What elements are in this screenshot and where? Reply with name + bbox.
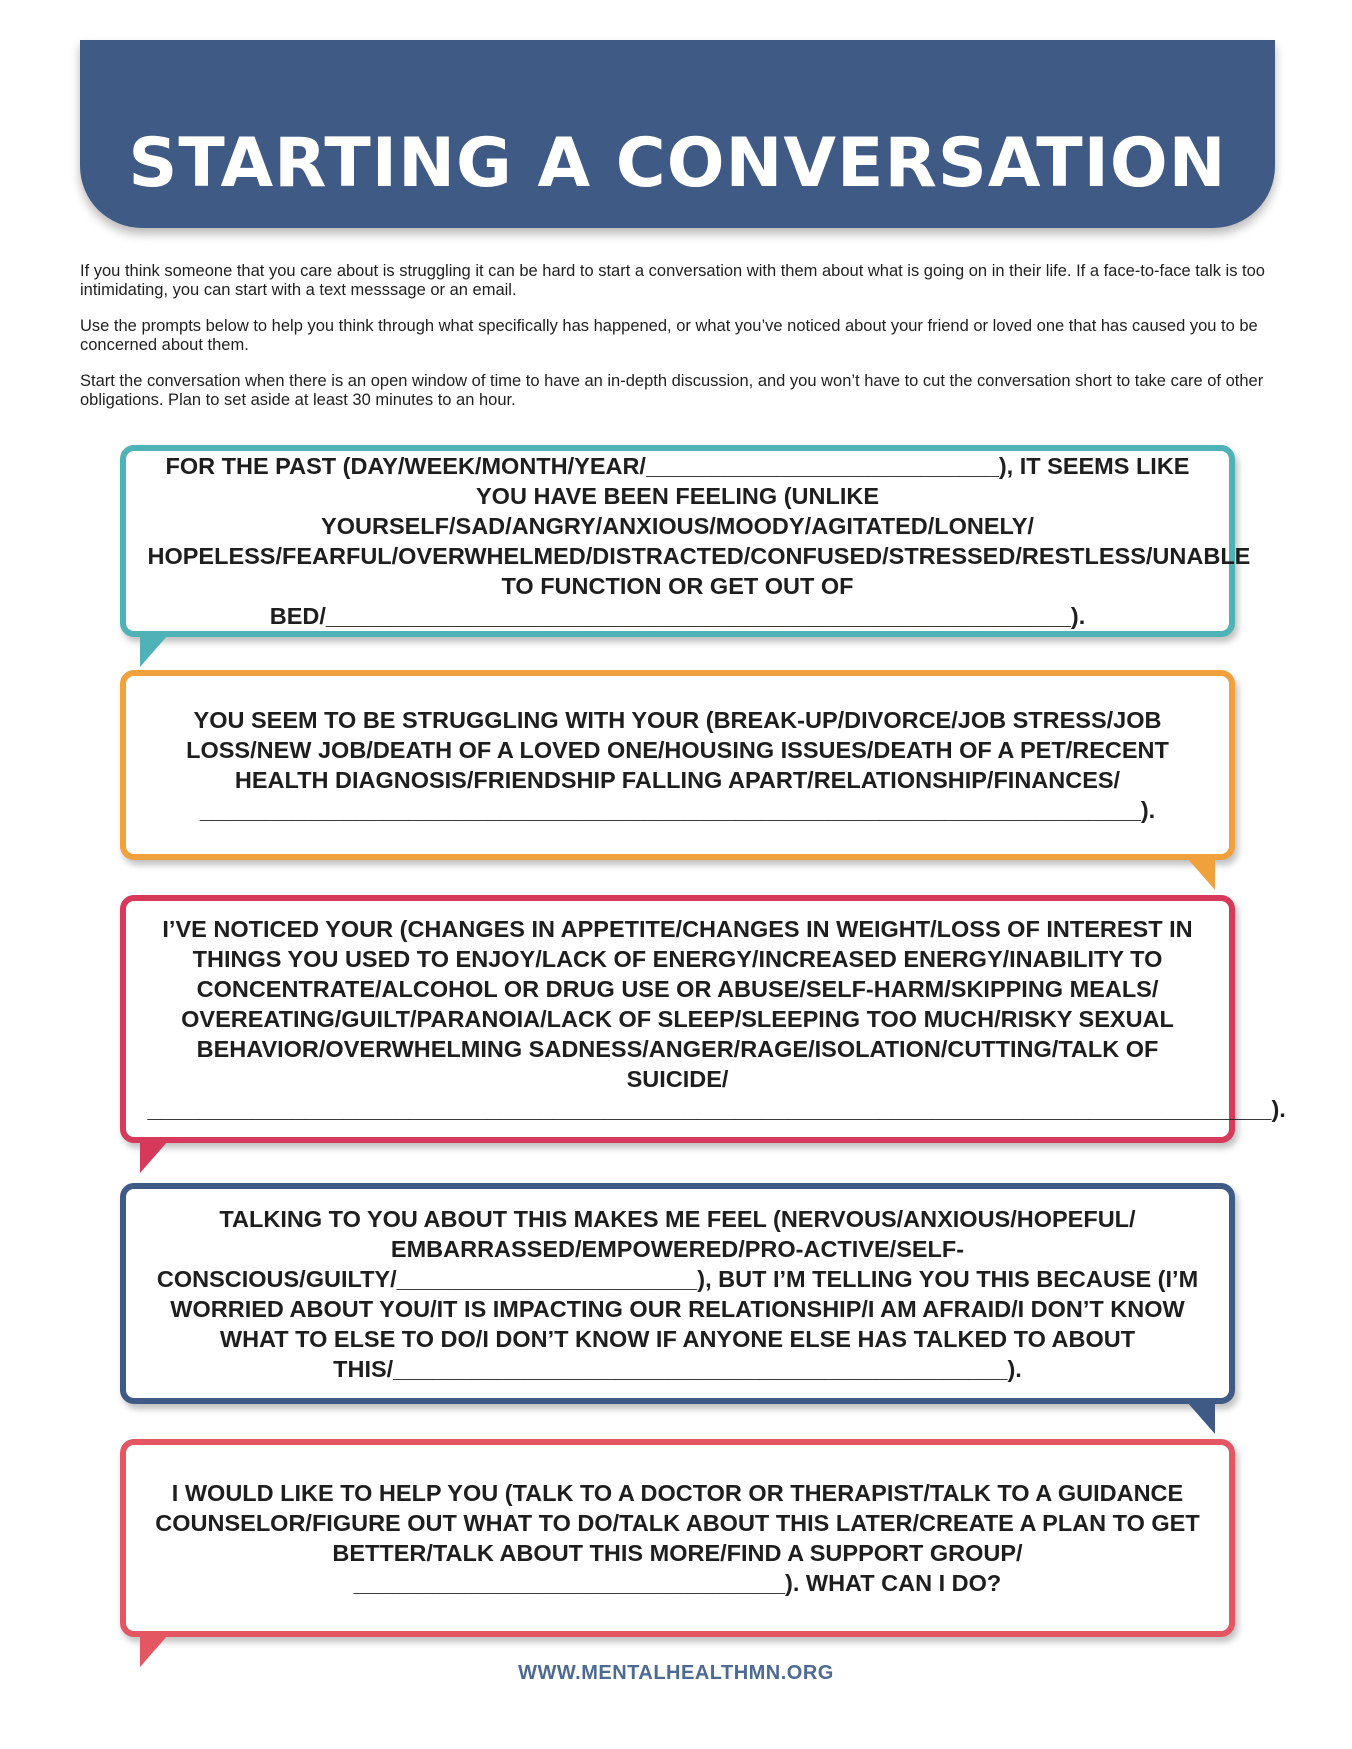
intro-section — [80, 262, 1275, 427]
intro-paragraph: Use the prompts below to help you think through what specifically has happened, or what you’ve noticed about your friend or loved one that has caused you to be concerned about them. — [80, 317, 1258, 354]
title-banner — [80, 40, 1275, 228]
prompt-text: I WOULD LIKE TO HELP YOU (TALK TO A DOCTOR OR THERAPIST/TALK TO A GUIDANCE COUNSELOR/FIGURE OUT WHAT TO DO/TALK ABOUT THIS LATER/CREATE A PLAN TO GET BETTER/TALK ABOUT THIS MORE/FIND A SUPPORT GROUP/ _________________________________). WHAT CAN I DO? — [155, 1480, 1200, 1596]
prompt-text: TALKING TO YOU ABOUT THIS MAKES ME FEEL (NERVOUS/ANXIOUS/HOPEFUL/ EMBARRASSED/EMPOWERED/PRO-ACTIVE/SELF-CONSCIOUS/GUILTY/_______________________), BUT I’M TELLING YOU THIS BECAUSE (I’M WORRIED ABOUT YOU/IT IS IMPACTING OUR RELATIONSHIP/I AM AFRAID/I DON’T KNOW WHAT TO ELSE TO DO/I DON’T KNOW IF ANYONE ELSE HAS TALKED TO ABOUT THIS/_______________________________________________). — [156, 1205, 1199, 1382]
prompt-text: FOR THE PAST (DAY/WEEK/MONTH/YEAR/___________________________), IT SEEMS LIKE YOU HAVE BEEN FEELING (UNLIKE YOURSELF/SAD/ANGRY/ANXIOUS/MOODY/AGITATED/LONELY/ HOPELESS/FEARFUL/OVERWHELMED/DISTRACTED/CONFUSED/STRESSED/RESTLESS/UNABLE TO FUNCTION OR GET OUT OF BED/_________________________________________________________). — [147, 453, 1251, 629]
intro-paragraph: If you think someone that you care about is struggling it can be hard to start a conversation with them about what is going on in their life. If a face-to-face talk is too intimidating, you can start with a text messsage or an email. — [80, 262, 1265, 299]
prompt-text: YOU SEEM TO BE STRUGGLING WITH YOUR (BREAK-UP/DIVORCE/JOB STRESS/JOB LOSS/NEW JOB/DEATH OF A LOVED ONE/HOUSING ISSUES/DEATH OF A PET/RECENT HEALTH DIAGNOSIS/FRIENDSHIP FALLING APART/RELATIONSHIP/FINANCES/ ________________________________________________________________________). — [186, 707, 1169, 823]
prompt-bubble-help — [120, 1439, 1235, 1637]
page-title: STARTING A CONVERSATION — [128, 124, 1227, 203]
prompt-bubble-my-feelings — [120, 1183, 1235, 1404]
prompt-bubble-noticed — [120, 895, 1286, 1143]
speech-bubble-tail — [140, 1141, 168, 1173]
website-link[interactable]: WWW.MENTALHEALTHMN.ORG — [518, 1662, 834, 1684]
prompt-bubble-struggles — [120, 670, 1235, 860]
prompt-bubble-feelings — [120, 445, 1251, 637]
speech-bubble-tail — [1187, 1402, 1215, 1434]
speech-bubble-tail — [140, 635, 168, 667]
prompt-text: I’VE NOTICED YOUR (CHANGES IN APPETITE/CHANGES IN WEIGHT/LOSS OF INTEREST IN THINGS YOU USED TO ENJOY/LACK OF ENERGY/INCREASED ENERGY/INABILITY TO CONCENTRATE/ALCOHOL OR DRUG USE OR ABUSE/SELF-HARM/SKIPPING MEALS/ OVEREATING/GUILT/PARANOIA/LACK OF SLEEP/SLEEPING TOO MUCH/RISKY SEXUAL BEHAVIOR/OVERWHELMING SADNESS/ANGER/RAGE/ISOLATION/CUTTING/TALK OF SUICIDE/ ______________________________________________________________________________________). — [147, 916, 1286, 1122]
speech-bubble-tail — [1187, 858, 1215, 890]
intro-paragraph: Start the conversation when there is an open window of time to have an in-depth discussion, and you won’t have to cut the conversation short to take care of other obligations. Plan to set aside at least 30 minutes to an hour. — [80, 372, 1264, 409]
